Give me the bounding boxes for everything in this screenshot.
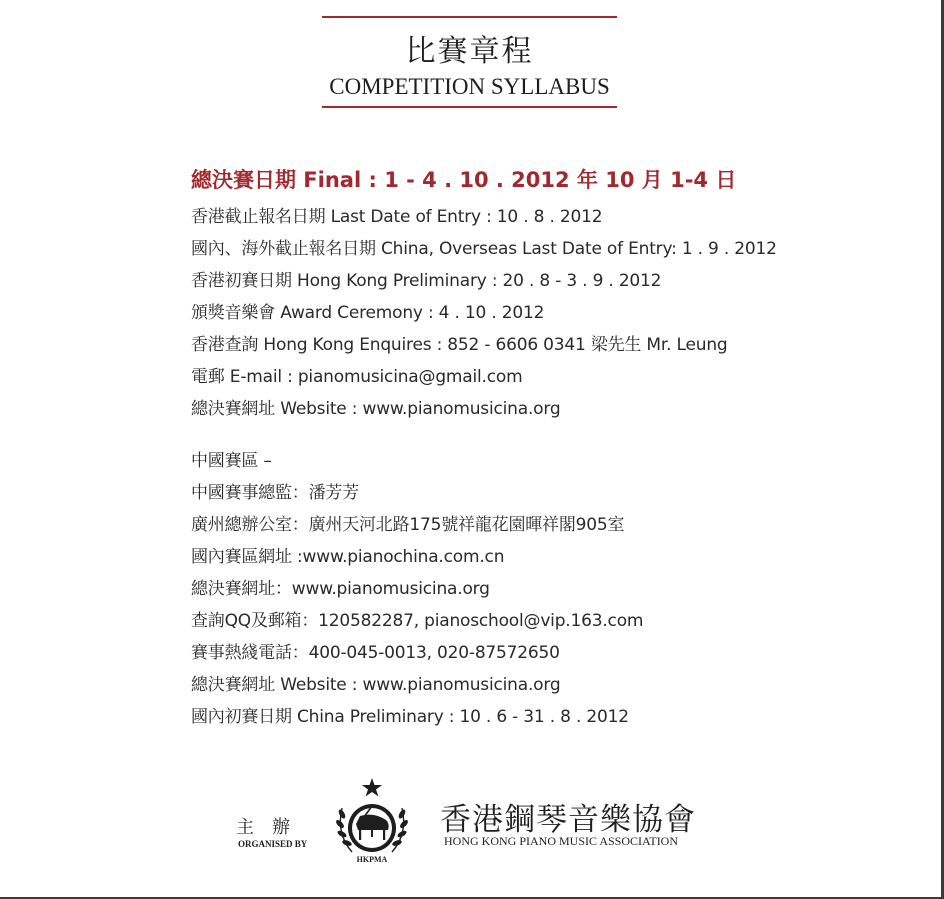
- website-line: 總決賽網址 Website : www.pianomusicina.org: [191, 399, 561, 419]
- email-line: 電郵 E-mail : pianomusicina@gmail.com: [191, 367, 523, 387]
- qq-email-enquiries: 查詢QQ及郵箱：120582287, pianoschool@vip.163.com: [191, 611, 644, 631]
- china-region-website: 國內賽區網址 :www.pianochina.com.cn: [191, 547, 505, 567]
- overseas-entry-deadline: 國內、海外截止報名日期 China, Overseas Last Date of Entry: 1 . 9 . 2012: [191, 239, 777, 259]
- logo-text: HKPMA: [356, 855, 388, 864]
- title-chinese: 比賽章程: [405, 34, 534, 69]
- china-preliminary-date: 國內初賽日期 China Preliminary : 10 . 6 - 31 . 8 . 2012: [191, 707, 629, 727]
- title-rule-top: [322, 16, 617, 18]
- organiser-label-en: ORGANISED BY: [238, 839, 308, 849]
- title-rule-bottom: [322, 106, 617, 108]
- hk-entry-deadline: 香港截止報名日期 Last Date of Entry : 10 . 8 . 2012: [191, 207, 603, 227]
- china-region-heading: 中國賽區 –: [191, 451, 272, 471]
- final-website-en: 總決賽網址 Website : www.pianomusicina.org: [191, 675, 561, 695]
- organiser-label-zh: 主辦: [236, 817, 308, 838]
- china-director: 中國賽事總監：潘芳芳: [191, 483, 359, 503]
- final-date-heading: 總決賽日期 Final : 1 - 4 . 10 . 2012 年 10 月 1-4 日: [191, 168, 737, 192]
- hotline: 賽事熱綫電話：400-045-0013, 020-87572650: [191, 643, 560, 663]
- final-website-zh: 總決賽網址：www.pianomusicina.org: [191, 579, 490, 599]
- award-ceremony-date: 頒獎音樂會 Award Ceremony : 4 . 10 . 2012: [191, 303, 545, 323]
- title-english: COMPETITION SYLLABUS: [329, 74, 610, 99]
- hkpma-logo: [330, 774, 414, 866]
- association-name-en: HONG KONG PIANO MUSIC ASSOCIATION: [444, 834, 679, 848]
- hk-enquiries: 香港查詢 Hong Kong Enquires : 852 - 6606 0341 梁先生 Mr. Leung: [191, 335, 728, 355]
- hk-preliminary-date: 香港初賽日期 Hong Kong Preliminary : 20 . 8 - 3 . 9 . 2012: [191, 271, 662, 291]
- association-name-zh: 香港鋼琴音樂協會: [440, 802, 696, 838]
- guangzhou-office: 廣州總辦公室：廣州天河北路175號祥龍花園暉祥閣905室: [191, 515, 625, 535]
